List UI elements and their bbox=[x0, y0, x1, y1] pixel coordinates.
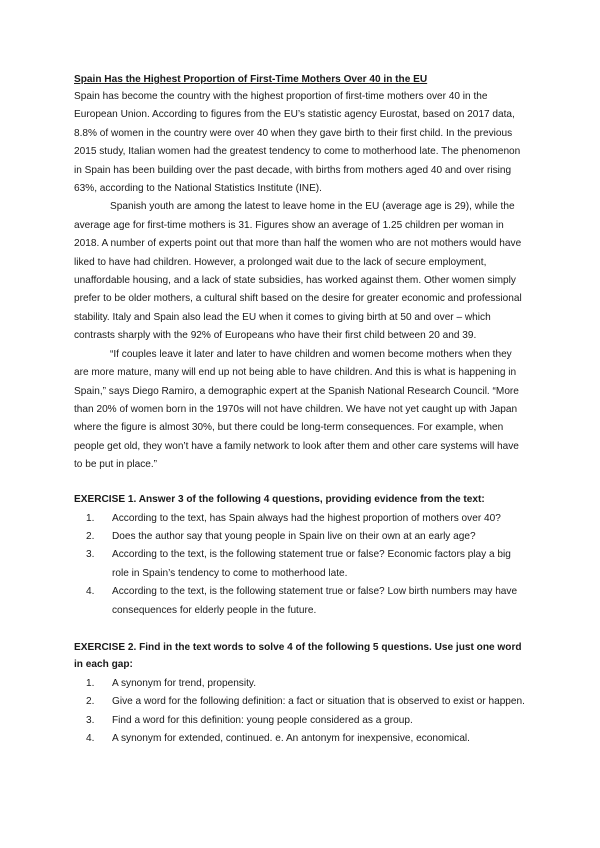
question-text: According to the text, has Spain always had the highest proportion of mothers over 40? bbox=[112, 512, 501, 524]
article-paragraph-1: Spain has become the country with the highest proportion of first-time mothers over 40 in the European Union. According to figures from the EU’s statistic agency Eurostat, based on 2017 data, 8.8% of women in the country were over 40 when they gave birth to their first child. In the previous 2015 study, Italian women had the greatest tendency to come to motherhood late. The phenomenon in Spain has been building over the past decade, with births from mothers aged 40 and over rising 63%, according to the National Statistics Institute (INE). bbox=[74, 91, 521, 195]
exercise-1-question bbox=[86, 528, 526, 546]
question-number: 4. bbox=[86, 586, 95, 598]
exercise-1-heading: EXERCISE 1. Answer 3 of the following 4 questions, providing evidence from the text: bbox=[74, 493, 485, 505]
article-paragraph-2: Spanish youth are among the latest to leave home in the EU (average age is 29), while the average age for first-time mothers is 31. Figures show an average of 1.25 children per woman in 2018. A number of experts point out that more than half the women who are not mothers would have liked to have had children. However, a prolonged wait due to the lack of secure employment, unaffordable housing, and a lack of state subsidies, has worked against them. Other women simply prefer to be older mothers, a cultural shift based on the desire for greater economic and professional stability. Italy and Spain also lead the EU when it comes to giving birth at 50 and over – which contrasts sharply with the 92% of Europeans who have their first child between 20 and 39. bbox=[74, 201, 522, 342]
question-text: According to the text, is the following statement true or false? Economic factors play a big role in Spain’s tendency to come to motherhood late. bbox=[112, 549, 511, 579]
exercise-2-question bbox=[86, 730, 526, 748]
exercise-2-questions bbox=[74, 675, 526, 749]
question-number: 3. bbox=[86, 714, 95, 726]
exercise-1-questions bbox=[74, 510, 526, 620]
question-number: 4. bbox=[86, 733, 95, 745]
question-text: Find a word for this definition: young people considered as a group. bbox=[112, 714, 413, 726]
question-number: 1. bbox=[86, 512, 95, 524]
question-number: 2. bbox=[86, 696, 95, 708]
article-paragraph-3: “If couples leave it later and later to have children and women become mothers when they are more mature, many will end up not being able to have children. And this is what is happening in Spain,” says Diego Ramiro, a demographic expert at the Spanish National Research Council. “More than 20% of women born in the 1970s will not have children. We have not yet caught up with Japan where the figure is almost 30%, but there could be long-term consequences. For example, when people get old, they won’t have a family network to look after them and other care systems will have to be put in place.” bbox=[74, 348, 519, 471]
question-text: A synonym for extended, continued. e. An antonym for inexpensive, economical. bbox=[112, 733, 470, 745]
document-page bbox=[74, 72, 526, 749]
question-number: 2. bbox=[86, 530, 95, 542]
question-text: Does the author say that young people in Spain live on their own at an early age? bbox=[112, 530, 476, 542]
exercise-2-heading: EXERCISE 2. Find in the text words to solve 4 of the following 5 questions. Use just one word in each gap: bbox=[74, 641, 522, 670]
exercise-1-question bbox=[86, 546, 526, 583]
exercise-2-question bbox=[86, 675, 526, 693]
exercise-2-question bbox=[86, 712, 526, 730]
article-title: Spain Has the Highest Proportion of First-Time Mothers Over 40 in the EU bbox=[74, 74, 428, 85]
exercise-2-question bbox=[86, 693, 526, 711]
question-text: A synonym for trend, propensity. bbox=[112, 677, 256, 689]
exercise-1-question bbox=[86, 583, 526, 620]
question-number: 3. bbox=[86, 549, 95, 561]
exercise-1-question bbox=[86, 510, 526, 528]
question-text: Give a word for the following definition: a fact or situation that is observed to exist or happen. bbox=[112, 696, 525, 708]
question-number: 1. bbox=[86, 677, 95, 689]
question-text: According to the text, is the following statement true or false? Low birth numbers may have consequences for elderly people in the future. bbox=[112, 586, 518, 616]
